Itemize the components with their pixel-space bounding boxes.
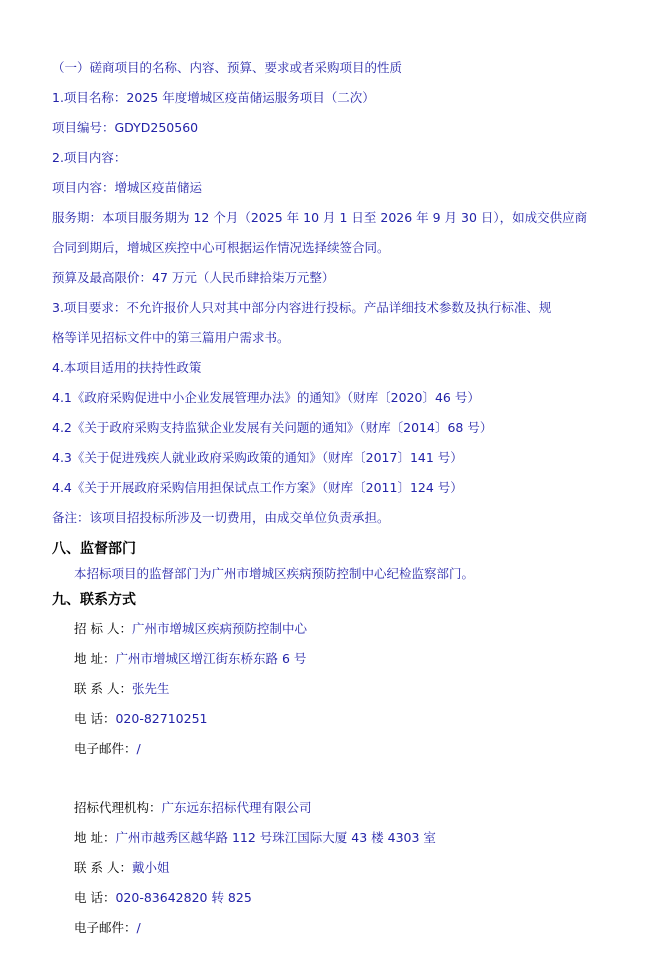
project-name: 1.项目名称：2025 年度增城区疫苗储运服务项目（二次） bbox=[52, 90, 375, 105]
agent-phone-value: 020-83642820 转 825 bbox=[115, 890, 252, 905]
tenderer-phone-label: 电 话： bbox=[74, 711, 116, 726]
agent-email-label: 电子邮件： bbox=[74, 920, 137, 935]
section8-title: 八、监督部门 bbox=[52, 541, 136, 557]
requirements-line-2: 格等详见招标文件中的第三篇用户需求书。 bbox=[52, 330, 290, 345]
agent-org-row bbox=[74, 800, 312, 816]
requirements-line-1: 3.项目要求：不允许报价人只对其中部分内容进行投标。产品详细技术参数及执行标准、规 bbox=[52, 300, 552, 315]
tenderer-org-value: 广州市增城区疾病预防控制中心 bbox=[131, 621, 307, 636]
agent-org-label: 招标代理机构： bbox=[74, 800, 162, 815]
agent-address-label: 地 址： bbox=[74, 830, 116, 845]
tenderer-contact-value: 张先生 bbox=[131, 681, 170, 696]
policy-item: 4.1《政府采购促进中小企业发展管理办法》的通知》（财库〔2020〕46 号） bbox=[52, 390, 480, 405]
agent-contact-row bbox=[74, 860, 169, 876]
service-period-line-1: 服务期：本项目服务期为 12 个月（2025 年 10 月 1 日至 2026 年 9 月 30 日），如成交供应商 bbox=[52, 210, 588, 225]
tenderer-address-row bbox=[74, 651, 306, 667]
section9-title: 九、联系方式 bbox=[52, 592, 136, 608]
agent-org-value: 广东远东招标代理有限公司 bbox=[161, 800, 312, 815]
agent-address-row bbox=[74, 830, 436, 846]
tenderer-phone-value: 020-82710251 bbox=[115, 711, 208, 726]
tenderer-address-label: 地 址： bbox=[74, 651, 116, 666]
tenderer-address-value: 广州市增城区增江街东桥东路 6 号 bbox=[115, 651, 307, 666]
section8-text bbox=[74, 566, 474, 582]
tenderer-contact-row bbox=[74, 681, 169, 697]
policy-item: 4.2《关于政府采购支持监狱企业发展有关问题的通知》（财库〔2014〕68 号） bbox=[52, 420, 493, 435]
agent-contact-label: 联 系 人： bbox=[74, 860, 132, 875]
agent-contact-value: 戴小姐 bbox=[131, 860, 170, 875]
agent-email-value: / bbox=[136, 920, 141, 935]
agent-email-row bbox=[74, 920, 141, 936]
tenderer-phone-row bbox=[74, 711, 207, 727]
project-content: 项目内容：增城区疫苗储运 bbox=[52, 180, 203, 195]
tenderer-contact-label: 联 系 人： bbox=[74, 681, 132, 696]
tenderer-email-value: / bbox=[136, 741, 141, 756]
policy-item: 4.4《关于开展政府采购信用担保试点工作方案》（财库〔2011〕124 号） bbox=[52, 480, 463, 495]
project-code: 项目编号：GDYD250560 bbox=[52, 120, 199, 135]
tenderer-org-row bbox=[74, 621, 307, 637]
section8-text-body: 本招标项目的监督部门为广州市增城区疾病预防控制中心纪检监察部门。 bbox=[74, 566, 475, 581]
tenderer-email-row bbox=[74, 741, 141, 757]
agent-phone-label: 电 话： bbox=[74, 890, 116, 905]
section-heading: （一）磋商项目的名称、内容、预算、要求或者采购项目的性质 bbox=[52, 60, 403, 75]
agent-address-value: 广州市越秀区越华路 112 号珠江国际大厦 43 楼 4303 室 bbox=[115, 830, 436, 845]
budget: 预算及最高限价：47 万元（人民币肆拾柒万元整） bbox=[52, 270, 335, 285]
service-period-line-2: 合同到期后，增城区疾控中心可根据运作情况选择续签合同。 bbox=[52, 240, 390, 255]
tenderer-org-label: 招 标 人： bbox=[74, 621, 132, 636]
agent-phone-row bbox=[74, 890, 252, 906]
note: 备注：该项目招投标所涉及一切费用，由成交单位负责承担。 bbox=[52, 510, 390, 525]
policy-title: 4.本项目适用的扶持性政策 bbox=[52, 360, 202, 375]
tenderer-email-label: 电子邮件： bbox=[74, 741, 137, 756]
content-title: 2.项目内容： bbox=[52, 150, 127, 165]
policy-item: 4.3《关于促进残疾人就业政府采购政策的通知》（财库〔2017〕141 号） bbox=[52, 450, 463, 465]
